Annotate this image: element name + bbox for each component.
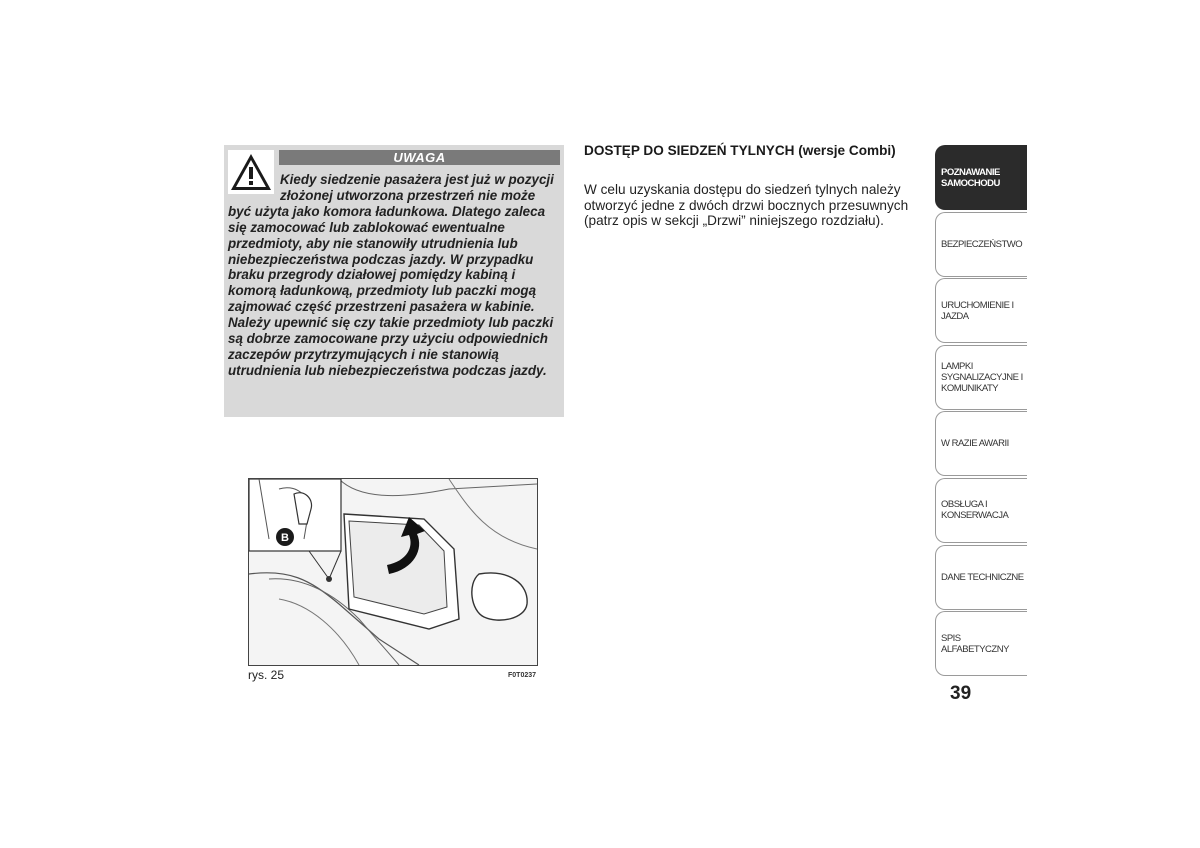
section-title: DOSTĘP DO SIEDZEŃ TYLNYCH (wersje Combi) — [584, 143, 896, 158]
warning-box — [224, 145, 564, 417]
callout-b-label: B — [281, 532, 289, 544]
tab-bezpieczenstwo[interactable]: BEZPIECZEŃSTWO — [935, 212, 1027, 277]
tab-uruchomienie-i-jazda[interactable]: URUCHOMIENIE I JAZDA — [935, 278, 1027, 343]
figure-illustration — [248, 478, 538, 666]
chapter-tabs — [935, 145, 1027, 678]
section-body: W celu uzyskania dostępu do siedzeń tylnych należy otworzyć jedne z dwóch drzwi bocznych przesuwnych (patrz opis w sekcji „Drzwi” niniejszego rozdziału). — [584, 182, 909, 229]
tab-spis-alfabetyczny[interactable]: SPIS ALFABETYCZNY — [935, 611, 1027, 676]
figure-code: F0T0237 — [508, 672, 537, 679]
tab-poznawanie-samochodu[interactable]: POZNAWANIE SAMOCHODU — [935, 145, 1027, 210]
warning-text: Kiedy siedzenie pasażera jest już w pozycji złożonej utworzona przestrzeń nie może być użyta jako komora ładunkowa. Dlatego zaleca się zamocować lub zablokować ewentualne przedmioty, aby nie stanowiły utrudnienia lub niebezpieczeństwa podczas jazdy. W przypadku braku przegrody działowej pomiędzy kabiną i komorą ładunkową, przedmioty lub paczki mogą zajmować część przestrzeni pasażera w kabinie. Należy upewnić się czy takie przedmioty lub paczki są dobrze zamocowane przy użyciu odpowiednich zaczepów przytrzymujących i nie stanowią utrudnienia lub niebezpieczeństwa podczas jazdy. — [228, 172, 554, 378]
tab-dane-techniczne[interactable]: DANE TECHNICZNE — [935, 545, 1027, 610]
page-number: 39 — [950, 683, 972, 704]
warning-title: UWAGA — [279, 150, 560, 165]
figure-caption: rys. 25 — [248, 668, 285, 682]
tab-lampki-sygnalizacyjne[interactable]: LAMPKI SYGNALIZACYJNE I KOMUNIKATY — [935, 345, 1027, 410]
tab-w-razie-awarii[interactable]: W RAZIE AWARII — [935, 411, 1027, 476]
tab-obsluga-i-konserwacja[interactable]: OBSŁUGA I KONSERWACJA — [935, 478, 1027, 543]
warning-text-block — [228, 172, 560, 379]
